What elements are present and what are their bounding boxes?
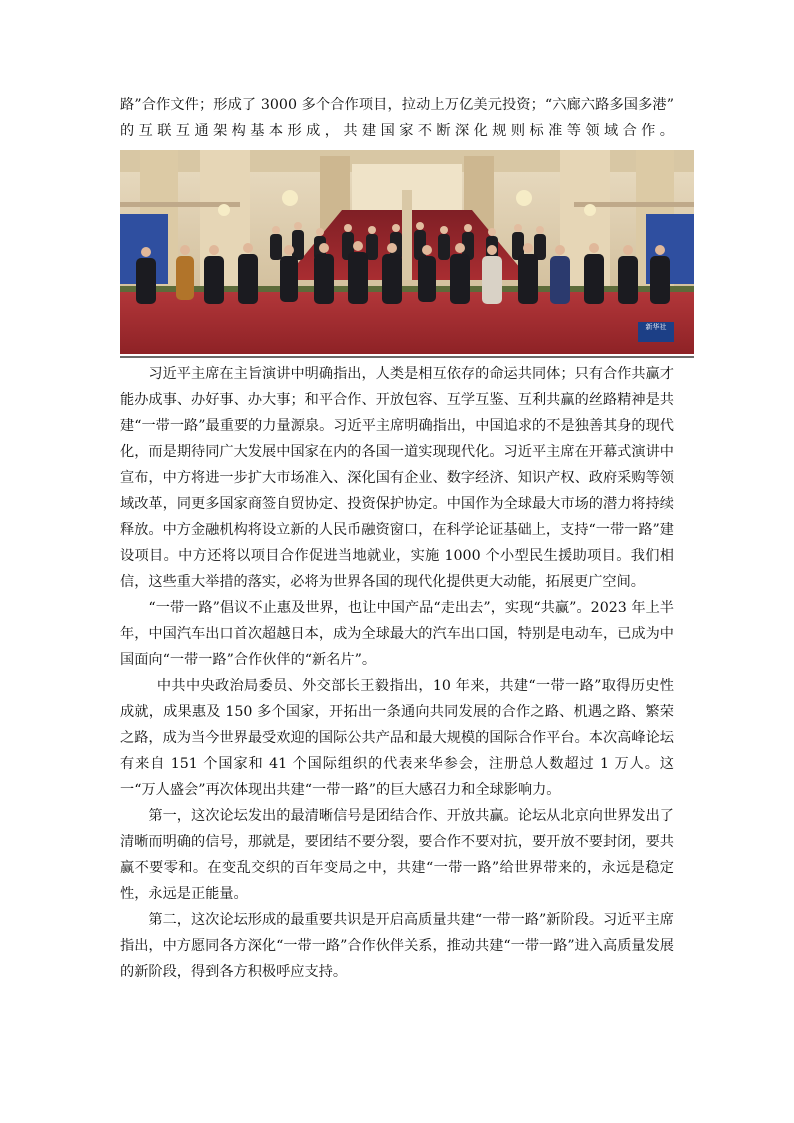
paragraph-5: 第二，这次论坛形成的最重要共识是开启高质量共建“一带一路”新阶段。习近平主席指出，中方愿同各方深化“一带一路”合作伙伴关系，推动共建“一带一路”进入高质量发展的新阶段，得到各方积极呼应支持。 [120, 912, 674, 980]
body-text [120, 361, 674, 985]
xinhua-logo: 新华社 [638, 322, 674, 342]
paragraph-1: 习近平主席在主旨演讲中明确指出，人类是相互依存的命运共同体；只有合作共赢才能办成事、办好事、办大事；和平合作、开放包容、互学互鉴、互利共赢的丝路精神是共建“一带一路”最重要的力量源泉。习近平主席明确指出，中国追求的不是独善其身的现代化，而是期待同广大发展中国家在内的各国一道实现现代化。习近平主席在开幕式演讲中宣布，中方将进一步扩大市场准入、深化国有企业、数字经济、知识产权、政府采购等领域改革，同更多国家商签自贸协定、投资保护协定。中国作为全球最大市场的潜力将持续释放。中方金融机构将设立新的人民币融资窗口，在科学论证基础上，支持“一带一路”建设项目。中方还将以项目合作促进当地就业，实施 1000 个小型民生援助项目。我们相信，这些重大举措的落实，必将为世界各国的现代化提供更大动能，拓展更广空间。 [120, 366, 674, 590]
paragraph-4: 第一，这次论坛发出的最清晰信号是团结合作、开放共赢。论坛从北京向世界发出了清晰而明确的信号，那就是，要团结不要分裂，要合作不要对抗，要开放不要封闭，要共赢不要零和。在变乱交织的百年变局之中，共建“一带一路”给世界带来的，永远是稳定性，永远是正能量。 [120, 808, 674, 902]
paragraph-2: “一带一路”倡议不止惠及世界，也让中国产品“走出去”，实现“共赢”。2023 年上半年，中国汽车出口首次超越日本，成为全球最大的汽车出口国，特别是电动车，已成为中国面向“一带一路”合作伙伴的“新名片”。 [120, 600, 674, 668]
top-paragraph-line-2: 的互联互通架构基本形成，共建国家不断深化规则标准等领域合作。 [120, 123, 674, 139]
paragraph-3: 中共中央政治局委员、外交部长王毅指出，10 年来，共建“一带一路”取得历史性成就，成果惠及 150 多个国家，开拓出一条通向共同发展的合作之路、机遇之路、繁荣之路，成为当今世界最受欢迎的国际公共产品和最大规模的国际合作平台。本次高峰论坛有来自 151 个国家和 41 个国际组织的代表来华参会，注册总人数超过 1 万人。这一“万人盛会”再次体现出共建“一带一路”的巨大感召力和全球影响力。 [120, 678, 674, 798]
top-paragraph-line-1: 路”合作文件；形成了 3000 多个合作项目，拉动上万亿美元投资；“六廊六路多国多港” [120, 97, 674, 113]
photo-divider [120, 356, 694, 358]
group-photo-illustration [120, 150, 694, 354]
group-photo [120, 150, 694, 354]
top-paragraph [120, 92, 674, 144]
